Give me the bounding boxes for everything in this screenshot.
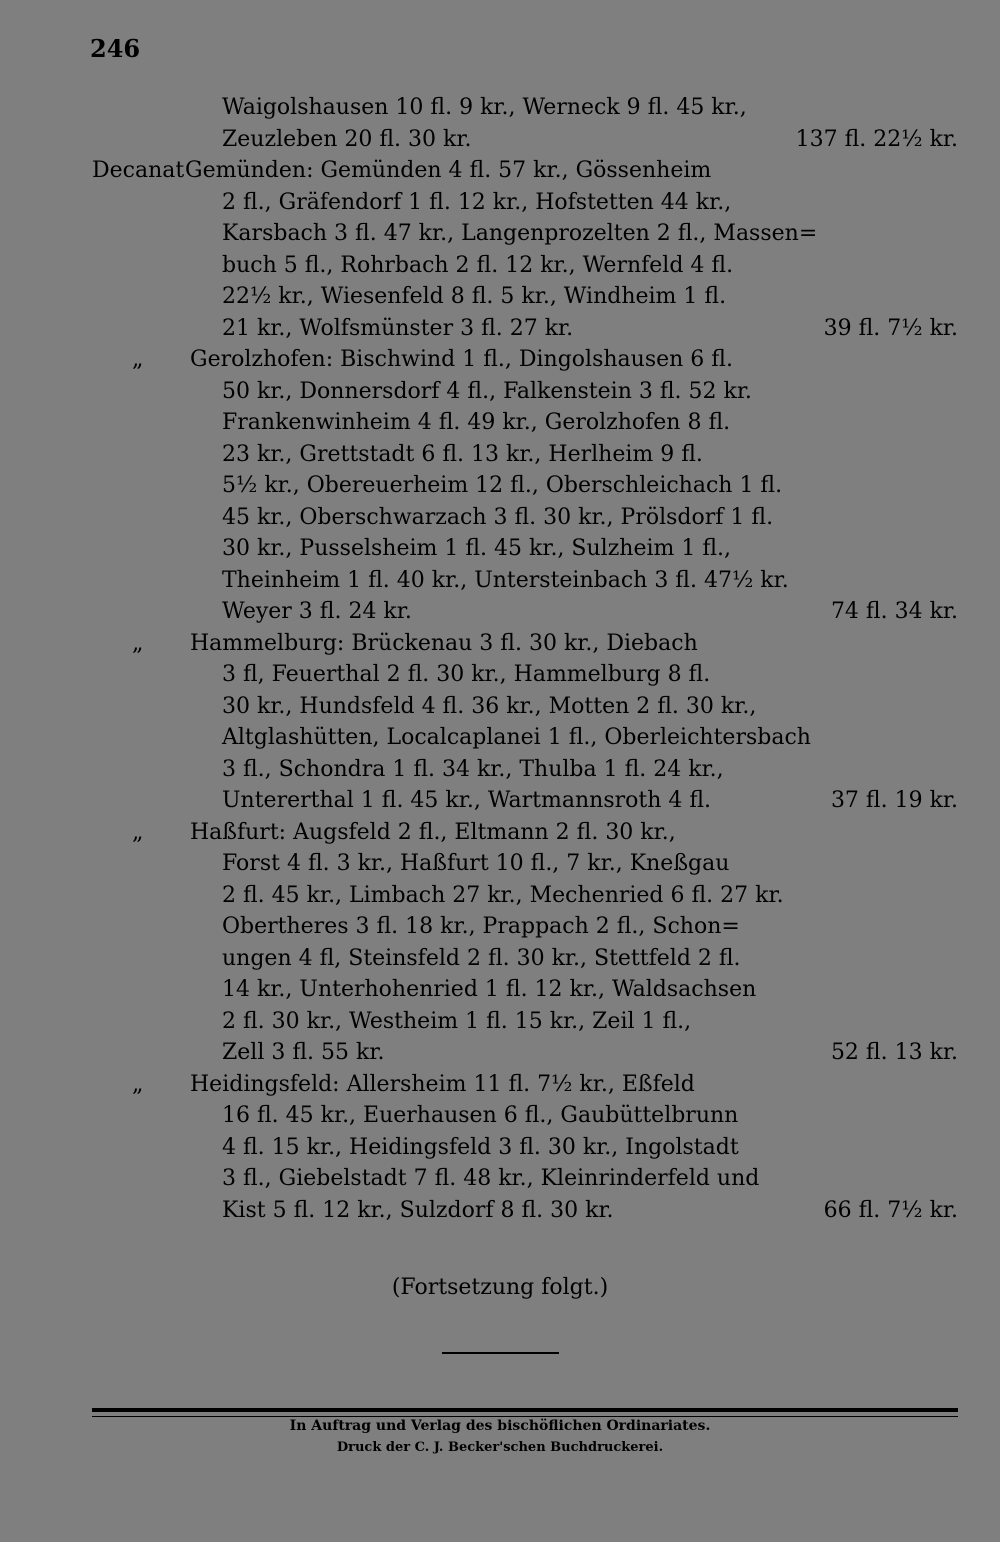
line-text: Hammelburg: Brückenau 3 fl. 30 kr., Diebach: [190, 630, 698, 656]
line-text: 3 fl., Giebelstadt 7 fl. 48 kr., Kleinrinderfeld und: [222, 1166, 760, 1191]
text-line: [0, 848, 1000, 880]
line-text: Waigolshausen 10 fl. 9 kr., Werneck 9 fl. 45 kr.,: [222, 95, 747, 120]
line-text: 2 fl. 30 kr., Westheim 1 fl. 15 kr., Zeil 1 fl.,: [222, 1008, 692, 1034]
line-text: Haßfurt: Augsfeld 2 fl., Eltmann 2 fl. 30 kr.,: [190, 819, 676, 845]
text-line: [0, 250, 1000, 282]
text-line: [0, 187, 1000, 219]
line-text: 5½ kr., Obereuerheim 12 fl., Oberschleichach 1 fl.: [222, 473, 783, 498]
text-line: [0, 92, 1000, 124]
text-line: [0, 659, 1000, 691]
text-line: [0, 533, 1000, 565]
text-line: [0, 470, 1000, 502]
line-text: Karsbach 3 fl. 47 kr., Langenprozelten 2 fl., Massen=: [222, 221, 818, 246]
text-line: [0, 943, 1000, 975]
line-text: 3 fl., Schondra 1 fl. 34 kr., Thulba 1 fl. 24 kr.,: [222, 756, 724, 782]
text-line: [0, 628, 1000, 660]
text-line: [0, 565, 1000, 597]
line-text: Obertheres 3 fl. 18 kr., Prappach 2 fl., Schon=: [222, 914, 740, 939]
page-number: 246: [90, 34, 141, 63]
text-line: [0, 817, 1000, 849]
imprint-printer: Druck der C. J. Becker'schen Buchdruckerei.: [336, 1440, 664, 1455]
text-line: [0, 218, 1000, 250]
line-text: Untererthal 1 fl. 45 kr., Wartmannsroth 4 fl.: [222, 788, 712, 813]
line-text: 45 kr., Oberschwarzach 3 fl. 30 kr., Prölsdorf 1 fl.: [222, 504, 774, 530]
line-amount: 39 fl. 7½ kr.: [823, 315, 958, 341]
text-line: [0, 502, 1000, 534]
footer-rule-thick: [92, 1408, 958, 1412]
line-text: 3 fl, Feuerthal 2 fl. 30 kr., Hammelburg 8 fl.: [222, 662, 711, 687]
line-text: ungen 4 fl, Steinsfeld 2 fl. 30 kr., Stettfeld 2 fl.: [222, 945, 741, 971]
line-text: 16 fl. 45 kr., Euerhausen 6 fl., Gaubüttelbrunn: [222, 1103, 739, 1128]
text-line: [0, 722, 1000, 754]
line-text: Zell 3 fl. 55 kr.: [222, 1040, 385, 1065]
ditto-mark: „: [132, 630, 144, 656]
line-text: Weyer 3 fl. 24 kr.: [222, 599, 412, 624]
line-text: Altglashütten, Localcaplanei 1 fl., Oberleichtersbach: [222, 725, 811, 750]
footer-rule-thin: [92, 1416, 958, 1417]
text-line: [0, 1006, 1000, 1038]
line-text: 14 kr., Unterhohenried 1 fl. 12 kr., Waldsachsen: [222, 977, 757, 1002]
line-text: buch 5 fl., Rohrbach 2 fl. 12 kr., Wernfeld 4 fl.: [222, 252, 734, 278]
text-line: [0, 281, 1000, 313]
line-amount: 137 fl. 22½ kr.: [795, 126, 958, 152]
line-text: 23 kr., Grettstadt 6 fl. 13 kr., Herlheim 9 fl.: [222, 441, 703, 467]
ditto-mark: „: [132, 1071, 144, 1097]
line-text: 22½ kr., Wiesenfeld 8 fl. 5 kr., Windheim 1 fl.: [222, 284, 727, 309]
continuation-note: (Fortsetzung folgt.): [391, 1275, 609, 1300]
text-line: [0, 691, 1000, 723]
text-line: [0, 407, 1000, 439]
text-line: [0, 596, 1000, 628]
line-text: 50 kr., Donnersdorf 4 fl., Falkenstein 3 fl. 52 kr.: [222, 378, 752, 404]
text-line: [0, 376, 1000, 408]
text-line: [0, 1100, 1000, 1132]
line-text: Gemünden: Gemünden 4 fl. 57 kr., Gössenheim: [185, 158, 712, 183]
text-line: [0, 754, 1000, 786]
line-text: Theinheim 1 fl. 40 kr., Untersteinbach 3 fl. 47½ kr.: [222, 567, 789, 593]
ditto-mark: „: [132, 819, 144, 845]
text-line: [0, 313, 1000, 345]
text-line: [0, 785, 1000, 817]
line-text: Forst 4 fl. 3 kr., Haßfurt 10 fl., 7 kr., Kneßgau: [222, 851, 730, 876]
decanat-label: Decanat: [92, 158, 185, 183]
line-amount: 74 fl. 34 kr.: [830, 599, 958, 624]
text-line: [0, 974, 1000, 1006]
text-line: [0, 439, 1000, 471]
line-text: 21 kr., Wolfsmünster 3 fl. 27 kr.: [222, 315, 574, 341]
line-text: 2 fl. 45 kr., Limbach 27 kr., Mechenried 6 fl. 27 kr.: [222, 882, 784, 908]
text-line: [0, 880, 1000, 912]
line-text: 4 fl. 15 kr., Heidingsfeld 3 fl. 30 kr., Ingolstadt: [222, 1134, 739, 1160]
line-text: Frankenwinheim 4 fl. 49 kr., Gerolzhofen 8 fl.: [222, 410, 731, 435]
line-amount: 37 fl. 19 kr.: [830, 788, 958, 813]
text-line: [0, 1132, 1000, 1164]
text-line: [0, 155, 1000, 187]
ditto-mark: „: [132, 347, 144, 372]
line-amount: 66 fl. 7½ kr.: [823, 1197, 958, 1223]
line-text: 2 fl., Gräfendorf 1 fl. 12 kr., Hofstetten 44 kr.,: [222, 189, 732, 215]
imprint-publisher: In Auftrag und Verlag des bischöflichen Ordinariates.: [289, 1418, 711, 1434]
line-text: Zeuzleben 20 fl. 30 kr.: [222, 126, 472, 152]
line-text: 30 kr., Pusselsheim 1 fl. 45 kr., Sulzheim 1 fl.,: [222, 536, 732, 561]
line-amount: 52 fl. 13 kr.: [830, 1040, 958, 1065]
text-line: [0, 344, 1000, 376]
text-line: [0, 1069, 1000, 1101]
text-line: [0, 911, 1000, 943]
line-text: Heidingsfeld: Allersheim 11 fl. 7½ kr., Eßfeld: [190, 1071, 695, 1097]
line-text: Gerolzhofen: Bischwind 1 fl., Dingolshausen 6 fl.: [190, 347, 733, 372]
text-line: [0, 124, 1000, 156]
line-text: Kist 5 fl. 12 kr., Sulzdorf 8 fl. 30 kr.: [222, 1197, 614, 1223]
text-line: [0, 1195, 1000, 1227]
line-text: 30 kr., Hundsfeld 4 fl. 36 kr., Motten 2 fl. 30 kr.,: [222, 693, 757, 719]
text-line: [0, 1163, 1000, 1195]
text-line: [0, 1037, 1000, 1069]
short-divider: [442, 1352, 559, 1354]
